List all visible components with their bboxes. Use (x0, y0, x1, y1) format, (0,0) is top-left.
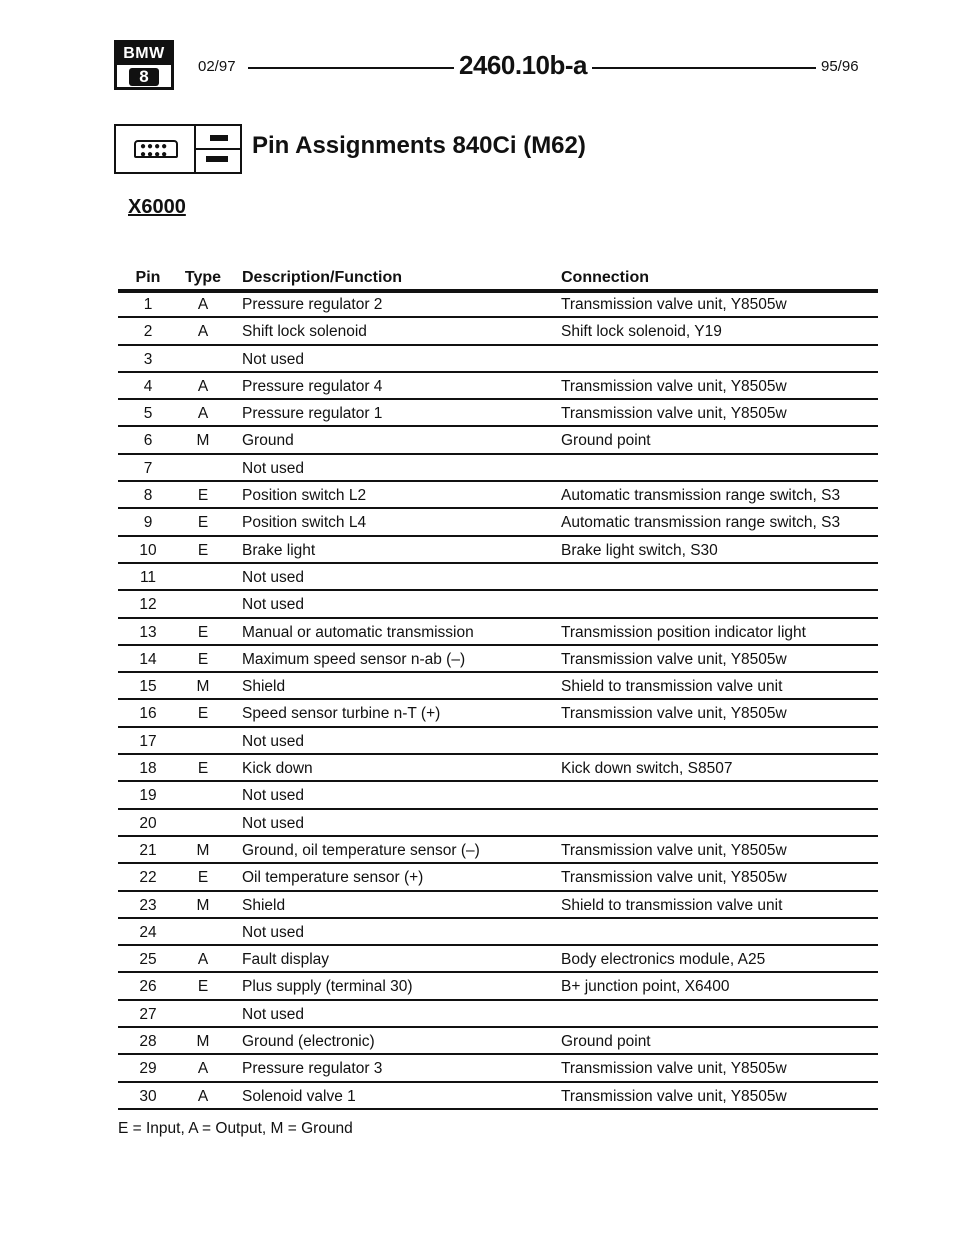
cell-pin: 26 (139, 978, 157, 996)
cell-pin: 11 (139, 568, 157, 586)
cell-pin: 17 (139, 732, 157, 750)
table-row (118, 591, 878, 618)
cell-pin: 30 (139, 1087, 157, 1105)
cell-pin: 5 (143, 405, 153, 423)
table-row (118, 318, 878, 345)
cell-connection: Shield to transmission valve unit (561, 896, 783, 914)
cell-pin: 6 (143, 432, 153, 450)
cell-connection: Automatic transmission range switch, S3 (561, 487, 841, 505)
cell-pin: 19 (139, 787, 157, 805)
table-row (118, 1001, 878, 1028)
cell-connection: Kick down switch, S8507 (561, 760, 733, 778)
cell-description: Ground (electronic) (242, 1033, 375, 1051)
table-row (118, 973, 878, 1000)
cell-description: Pressure regulator 3 (242, 1060, 383, 1078)
table-header (118, 265, 878, 291)
cell-description: Shield (242, 896, 286, 914)
cell-pin: 1 (143, 296, 153, 313)
cell-connection: Shift lock solenoid, Y19 (561, 323, 722, 341)
cell-type: E (197, 514, 209, 532)
cell-description: Position switch L4 (242, 514, 367, 532)
cell-pin: 7 (143, 459, 153, 477)
table-row (118, 537, 878, 564)
table-row (118, 1083, 878, 1110)
header-date: 02/97 (198, 58, 236, 75)
cell-description: Solenoid valve 1 (242, 1087, 356, 1105)
cell-type: M (196, 432, 210, 450)
cell-description: Not used (242, 1005, 305, 1023)
cell-description: Pressure regulator 1 (242, 405, 383, 423)
table-row (118, 919, 878, 946)
cell-connection: Transmission valve unit, Y8505w (561, 296, 787, 313)
cell-description: Speed sensor turbine n-T (+) (242, 705, 441, 723)
cell-type: A (197, 377, 209, 395)
cell-type: M (196, 841, 210, 859)
cell-connection: Ground point (561, 1033, 651, 1051)
cell-description: Brake light (242, 541, 316, 559)
table-row (118, 782, 878, 809)
header-rule-right (592, 67, 816, 69)
connector-id: X6000 (128, 196, 186, 218)
type-legend: E = Input, A = Output, M = Ground (118, 1120, 353, 1137)
cell-pin: 22 (139, 869, 157, 887)
table-row (118, 864, 878, 891)
cell-description: Not used (242, 732, 305, 750)
table-row (118, 291, 878, 318)
table-row (118, 755, 878, 782)
cell-connection: Ground point (561, 432, 651, 450)
cell-connection: Transmission valve unit, Y8505w (561, 1087, 787, 1105)
cell-type: A (197, 951, 209, 969)
table-row (118, 810, 878, 837)
page-header (114, 40, 884, 90)
cell-pin: 3 (143, 350, 153, 368)
cell-type: E (197, 978, 209, 996)
table-body (118, 291, 878, 1110)
cell-type: E (197, 705, 209, 723)
column-header-type: Type (184, 269, 222, 286)
logo-series: 8 (129, 68, 159, 86)
cell-type: E (197, 487, 209, 505)
cell-type: M (196, 678, 210, 696)
table-row (118, 837, 878, 864)
title-row (114, 124, 814, 174)
cell-type: E (197, 869, 209, 887)
table-row (118, 1055, 878, 1082)
table-row (118, 728, 878, 755)
cell-type: A (197, 1060, 209, 1078)
cell-description: Ground (242, 432, 294, 450)
cell-connection: Shield to transmission valve unit (561, 678, 783, 696)
cell-pin: 14 (139, 650, 157, 668)
cell-type: A (197, 1087, 209, 1105)
cell-type: M (196, 896, 210, 914)
cell-connection: Transmission valve unit, Y8505w (561, 841, 787, 859)
cell-connection: Transmission position indicator light (561, 623, 806, 641)
column-header-connection: Connection (561, 269, 649, 286)
cell-description: Not used (242, 459, 305, 477)
cell-connection: Transmission valve unit, Y8505w (561, 1060, 787, 1078)
cell-description: Fault display (242, 951, 330, 969)
cell-connection: Transmission valve unit, Y8505w (561, 650, 787, 668)
table-row (118, 373, 878, 400)
table-row (118, 455, 878, 482)
cell-description: Maximum speed sensor n-ab (–) (242, 650, 466, 668)
cell-connection: Transmission valve unit, Y8505w (561, 405, 787, 423)
cell-pin: 13 (139, 623, 157, 641)
cell-type: E (197, 760, 209, 778)
cell-pin: 23 (139, 896, 157, 914)
table-row (118, 509, 878, 536)
cell-connection: B+ junction point, X6400 (561, 978, 730, 996)
cell-description: Not used (242, 814, 305, 832)
table-row (118, 646, 878, 673)
cell-description: Kick down (242, 760, 313, 778)
cell-pin: 28 (139, 1033, 157, 1051)
cell-type: A (197, 296, 209, 313)
cell-pin: 16 (139, 705, 157, 723)
table-row (118, 346, 878, 373)
cell-type: E (197, 541, 209, 559)
cell-description: Oil temperature sensor (+) (242, 869, 424, 887)
cell-type: A (197, 323, 209, 341)
table-row (118, 892, 878, 919)
cell-description: Shift lock solenoid (242, 323, 367, 341)
table-row (118, 946, 878, 973)
cell-pin: 4 (143, 377, 153, 395)
cell-connection: Transmission valve unit, Y8505w (561, 705, 787, 723)
cell-pin: 25 (139, 951, 157, 969)
column-header-description: Description/Function (242, 269, 402, 286)
cell-description: Not used (242, 596, 305, 614)
cell-description: Not used (242, 923, 305, 941)
document-code: 2460.10b-a (459, 50, 587, 80)
cell-pin: 15 (139, 678, 157, 696)
cell-description: Not used (242, 787, 305, 805)
cell-description: Ground, oil temperature sensor (–) (242, 841, 480, 859)
cell-type: A (197, 405, 209, 423)
table-row (118, 564, 878, 591)
header-rule-left (248, 67, 454, 69)
cell-pin: 18 (139, 760, 157, 778)
cell-pin: 9 (143, 514, 153, 532)
cell-pin: 27 (139, 1005, 157, 1023)
cell-pin: 2 (143, 323, 153, 341)
cell-connection: Transmission valve unit, Y8505w (561, 869, 787, 887)
cell-description: Manual or automatic transmission (242, 623, 474, 641)
cell-connection: Transmission valve unit, Y8505w (561, 377, 787, 395)
cell-description: Not used (242, 350, 305, 368)
cell-description: Plus supply (terminal 30) (242, 978, 413, 996)
cell-description: Position switch L2 (242, 487, 367, 505)
cell-description: Not used (242, 568, 305, 586)
cell-pin: 24 (139, 923, 157, 941)
cell-pin: 10 (139, 541, 157, 559)
cell-pin: 29 (139, 1060, 157, 1078)
cell-type: E (197, 623, 209, 641)
table-row (118, 700, 878, 727)
pin-assignment-table (118, 265, 878, 1110)
cell-description: Pressure regulator 2 (242, 296, 383, 313)
cell-pin: 21 (139, 841, 157, 859)
table-row (118, 619, 878, 646)
connector-plug-icon: ●●●● ●●●● (114, 124, 196, 174)
model-year: 95/96 (821, 58, 859, 75)
cell-description: Pressure regulator 4 (242, 377, 383, 395)
table-row (118, 673, 878, 700)
cell-pin: 12 (139, 596, 157, 614)
column-header-pin: Pin (135, 269, 161, 286)
table-row (118, 1028, 878, 1055)
cell-description: Shield (242, 678, 286, 696)
cell-connection: Automatic transmission range switch, S3 (561, 514, 841, 532)
table-row (118, 400, 878, 427)
cell-type: M (196, 1033, 210, 1051)
cell-type: E (197, 650, 209, 668)
bmw-8-series-logo (114, 40, 174, 90)
cell-connection: Brake light switch, S30 (561, 541, 718, 559)
cell-pin: 20 (139, 814, 157, 832)
cell-pin: 8 (143, 487, 153, 505)
cell-connection: Body electronics module, A25 (561, 951, 766, 969)
table-row (118, 482, 878, 509)
logo-brand: BMW (117, 43, 171, 65)
pin-assignment-icon (194, 124, 242, 174)
table-row (118, 427, 878, 454)
page-title: Pin Assignments 840Ci (M62) (252, 132, 586, 159)
